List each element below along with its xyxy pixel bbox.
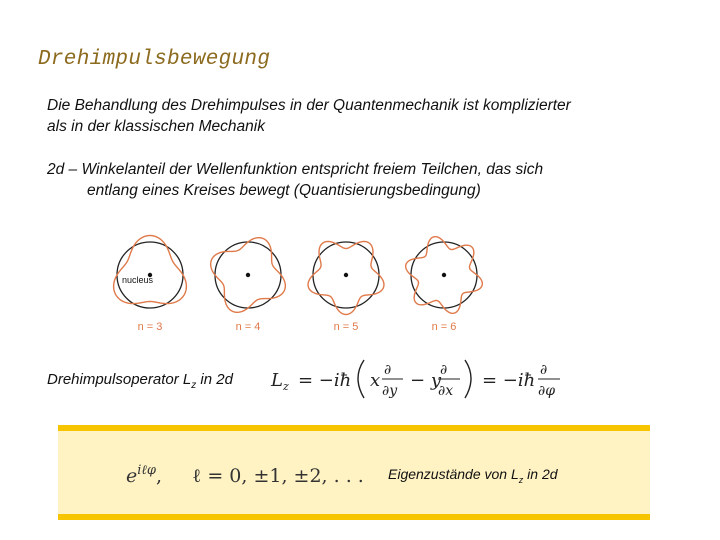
nucleus-dot (344, 273, 348, 277)
quantization-line-1: 2d – Winkelanteil der Wellenfunktion entspricht freiem Teilchen, das sich (47, 161, 544, 178)
eigenstate-label: Eigenzustände von $L_z$ in 2d (388, 466, 558, 485)
svg-text:∂x: ∂x (438, 383, 454, 399)
standing-wave (114, 236, 187, 304)
svg-text:∂: ∂ (440, 362, 448, 378)
svg-text:− y: − y (410, 370, 441, 391)
svg-text:x: x (370, 370, 381, 391)
intro-line-2: als in der klassischen Mechanik (47, 118, 265, 135)
svg-text:∂: ∂ (384, 362, 392, 378)
box-top-border (58, 425, 650, 431)
quantum-number-label: n = 4 (235, 321, 261, 333)
svg-text:= −iħ: = −iħ (482, 370, 536, 391)
atom-n6 (406, 237, 483, 333)
angular-momentum-operator-formula (268, 348, 568, 408)
standing-wave-figure (108, 230, 508, 340)
quantum-number-label: n = 3 (137, 321, 163, 333)
nucleus-dot (442, 273, 446, 277)
eigenstate-formula: $e^{i\ell\varphi}$, ℓ = 0, ±1, ±2, . . . (126, 463, 364, 487)
nucleus-label: nucleus (122, 275, 154, 285)
atom-n4 (211, 238, 286, 333)
slide-title: Drehimpulsbewegung (38, 48, 271, 71)
svg-text:∂: ∂ (540, 362, 548, 378)
intro-paragraph (47, 95, 571, 137)
atom-n5 (308, 241, 384, 333)
quantum-number-label: n = 5 (333, 321, 359, 333)
svg-text:∂φ: ∂φ (538, 383, 556, 399)
atom-n3 (114, 236, 187, 334)
box-bottom-border (58, 514, 650, 520)
quantization-line-2: entlang eines Kreises bewegt (Quantisierungsbedingung) (87, 182, 481, 199)
operator-label: Drehimpulsoperator $L_z$ in 2d (47, 371, 233, 391)
svg-text:Lz: $L_z$ (271, 370, 289, 393)
svg-text:= −iħ: = −iħ (298, 370, 352, 391)
nucleus-dot (246, 273, 250, 277)
standing-wave (308, 241, 384, 314)
quantization-paragraph (47, 159, 687, 201)
quantum-number-label: n = 6 (431, 321, 457, 333)
svg-text:∂y: ∂y (382, 383, 398, 399)
intro-line-1: Die Behandlung des Drehimpulses in der Quantenmechanik ist komplizierter (47, 97, 571, 114)
